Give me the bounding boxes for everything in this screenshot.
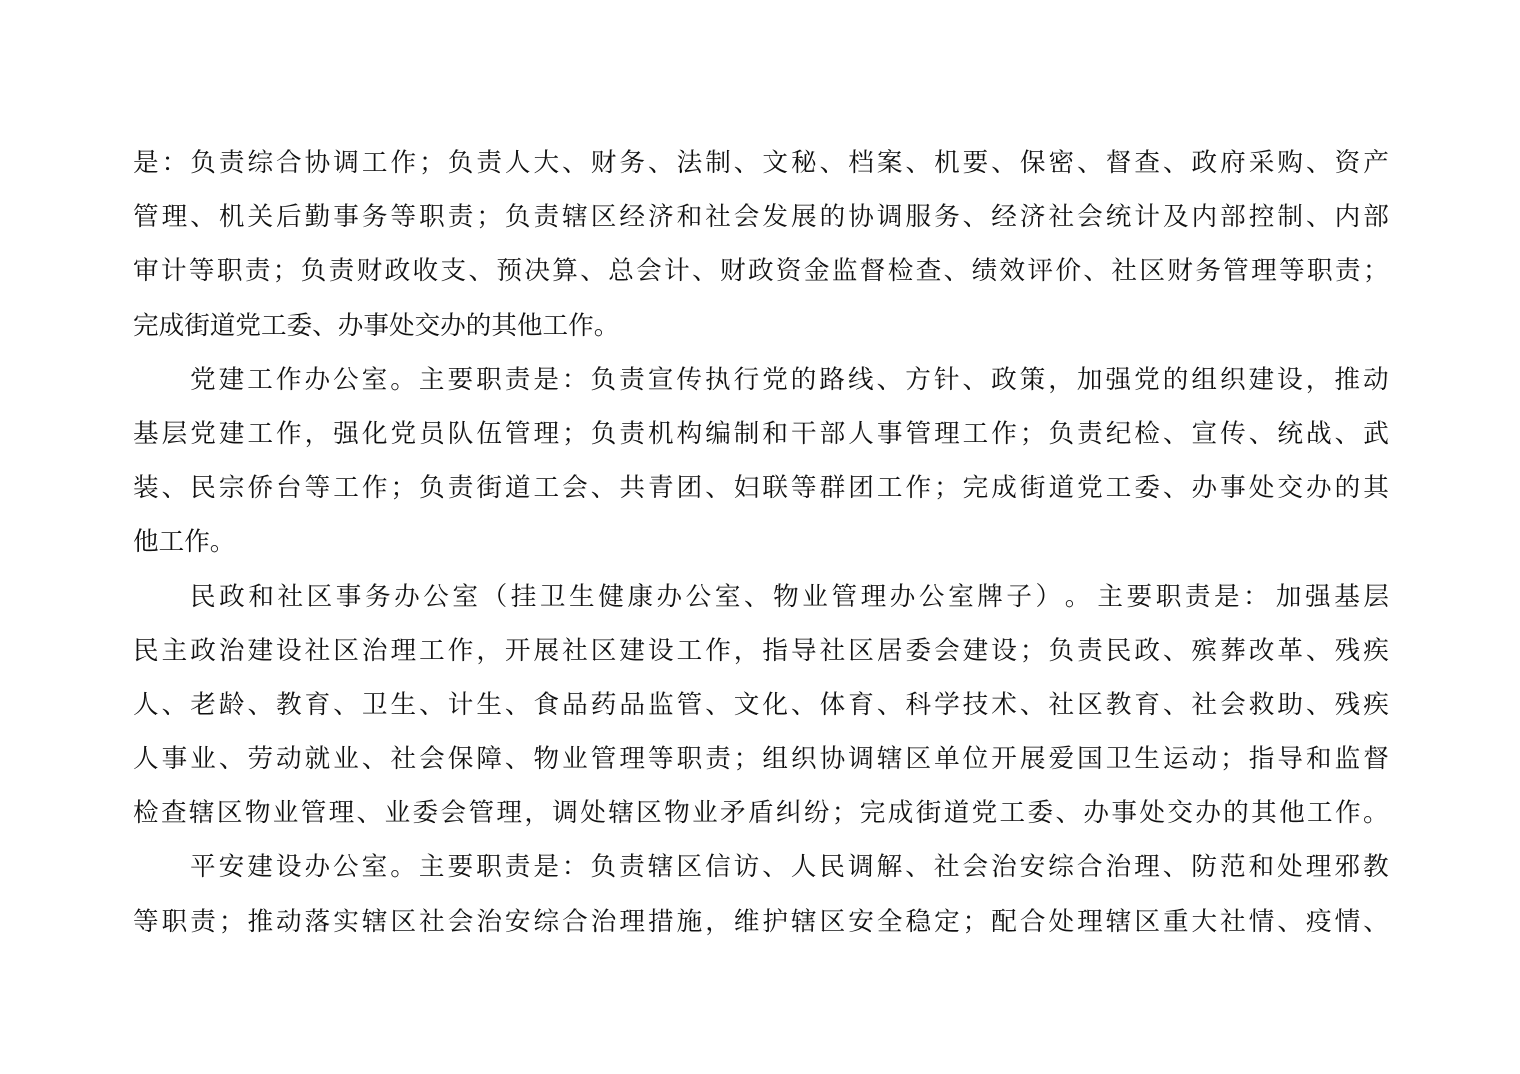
- document-line: 平 安 建 设 办 公 室 。 主 要 职 责 是 ： 负 责 辖 区 信 访 、 人 民 调 解 、 社 会 治 安 综 合 治 理 、 防 范 和 处 理 邪 教: [190, 852, 1389, 883]
- document-line: 完成街道党工委、办事处交办的其他工作。: [133, 310, 620, 341]
- document-line: 管 理 、 机 关 后 勤 事 务 等 职 责 ； 负 责 辖 区 经 济 和 社 会 发 展 的 协 调 服 务 、 经 济 社 会 统 计 及 内 部 控 制 、 内 部: [133, 202, 1389, 233]
- document-line: 党 建 工 作 办 公 室 。 主 要 职 责 是 ： 负 责 宣 传 执 行 党 的 路 线 、 方 针 、 政 策 ， 加 强 党 的 组 织 建 设 ， 推 动: [190, 364, 1389, 395]
- document-line: 民 主 政 治 建 设 社 区 治 理 工 作 ， 开 展 社 区 建 设 工 作 ， 指 导 社 区 居 委 会 建 设 ； 负 责 民 政 、 殡 葬 改 革 、 残 疾: [133, 635, 1389, 666]
- document-line: 人 、 老 龄 、 教 育 、 卫 生 、 计 生 、 食 品 药 品 监 管 、 文 化 、 体 育 、 科 学 技 术 、 社 区 教 育 、 社 会 救 助 、 残 疾: [133, 689, 1389, 720]
- document-line: 他工作。: [133, 527, 236, 558]
- document-line: 检 查 辖 区 物 业 管 理 、 业 委 会 管 理 ， 调 处 辖 区 物 业 矛 盾 纠 纷 ； 完 成 街 道 党 工 委 、 办 事 处 交 办 的 其 他 工 作 。: [133, 798, 1389, 829]
- document-line: 审 计 等 职 责 ； 负 责 财 政 收 支 、 预 决 算 、 总 会 计 、 财 政 资 金 监 督 检 查 、 绩 效 评 价 、 社 区 财 务 管 理 等 职 责 ；: [133, 256, 1389, 287]
- document-line: 基 层 党 建 工 作 ， 强 化 党 员 队 伍 管 理 ； 负 责 机 构 编 制 和 干 部 人 事 管 理 工 作 ； 负 责 纪 检 、 宣 传 、 统 战 、 武: [133, 418, 1389, 449]
- document-line: 是 ： 负 责 综 合 协 调 工 作 ； 负 责 人 大 、 财 务 、 法 制 、 文 秘 、 档 案 、 机 要 、 保 密 、 督 查 、 政 府 采 购 、 资 产: [133, 148, 1389, 178]
- document-line: 等 职 责 ； 推 动 落 实 辖 区 社 会 治 安 综 合 治 理 措 施 ， 维 护 辖 区 安 全 稳 定 ； 配 合 处 理 辖 区 重 大 社 情 、 疫 情 、: [133, 906, 1389, 937]
- document-line: 装 、 民 宗 侨 台 等 工 作 ； 负 责 街 道 工 会 、 共 青 团 、 妇 联 等 群 团 工 作 ； 完 成 街 道 党 工 委 、 办 事 处 交 办 的 其: [133, 473, 1389, 504]
- document-line: 人 事 业 、 劳 动 就 业 、 社 会 保 障 、 物 业 管 理 等 职 责 ； 组 织 协 调 辖 区 单 位 开 展 爱 国 卫 生 运 动 ； 指 导 和 监 督: [133, 744, 1389, 775]
- document-page: [133, 136, 1389, 949]
- document-line: 民 政 和 社 区 事 务 办 公 室 （ 挂 卫 生 健 康 办 公 室 、 物 业 管 理 办 公 室 牌 子 ） 。 主 要 职 责 是 ： 加 强 基 层: [190, 581, 1389, 612]
